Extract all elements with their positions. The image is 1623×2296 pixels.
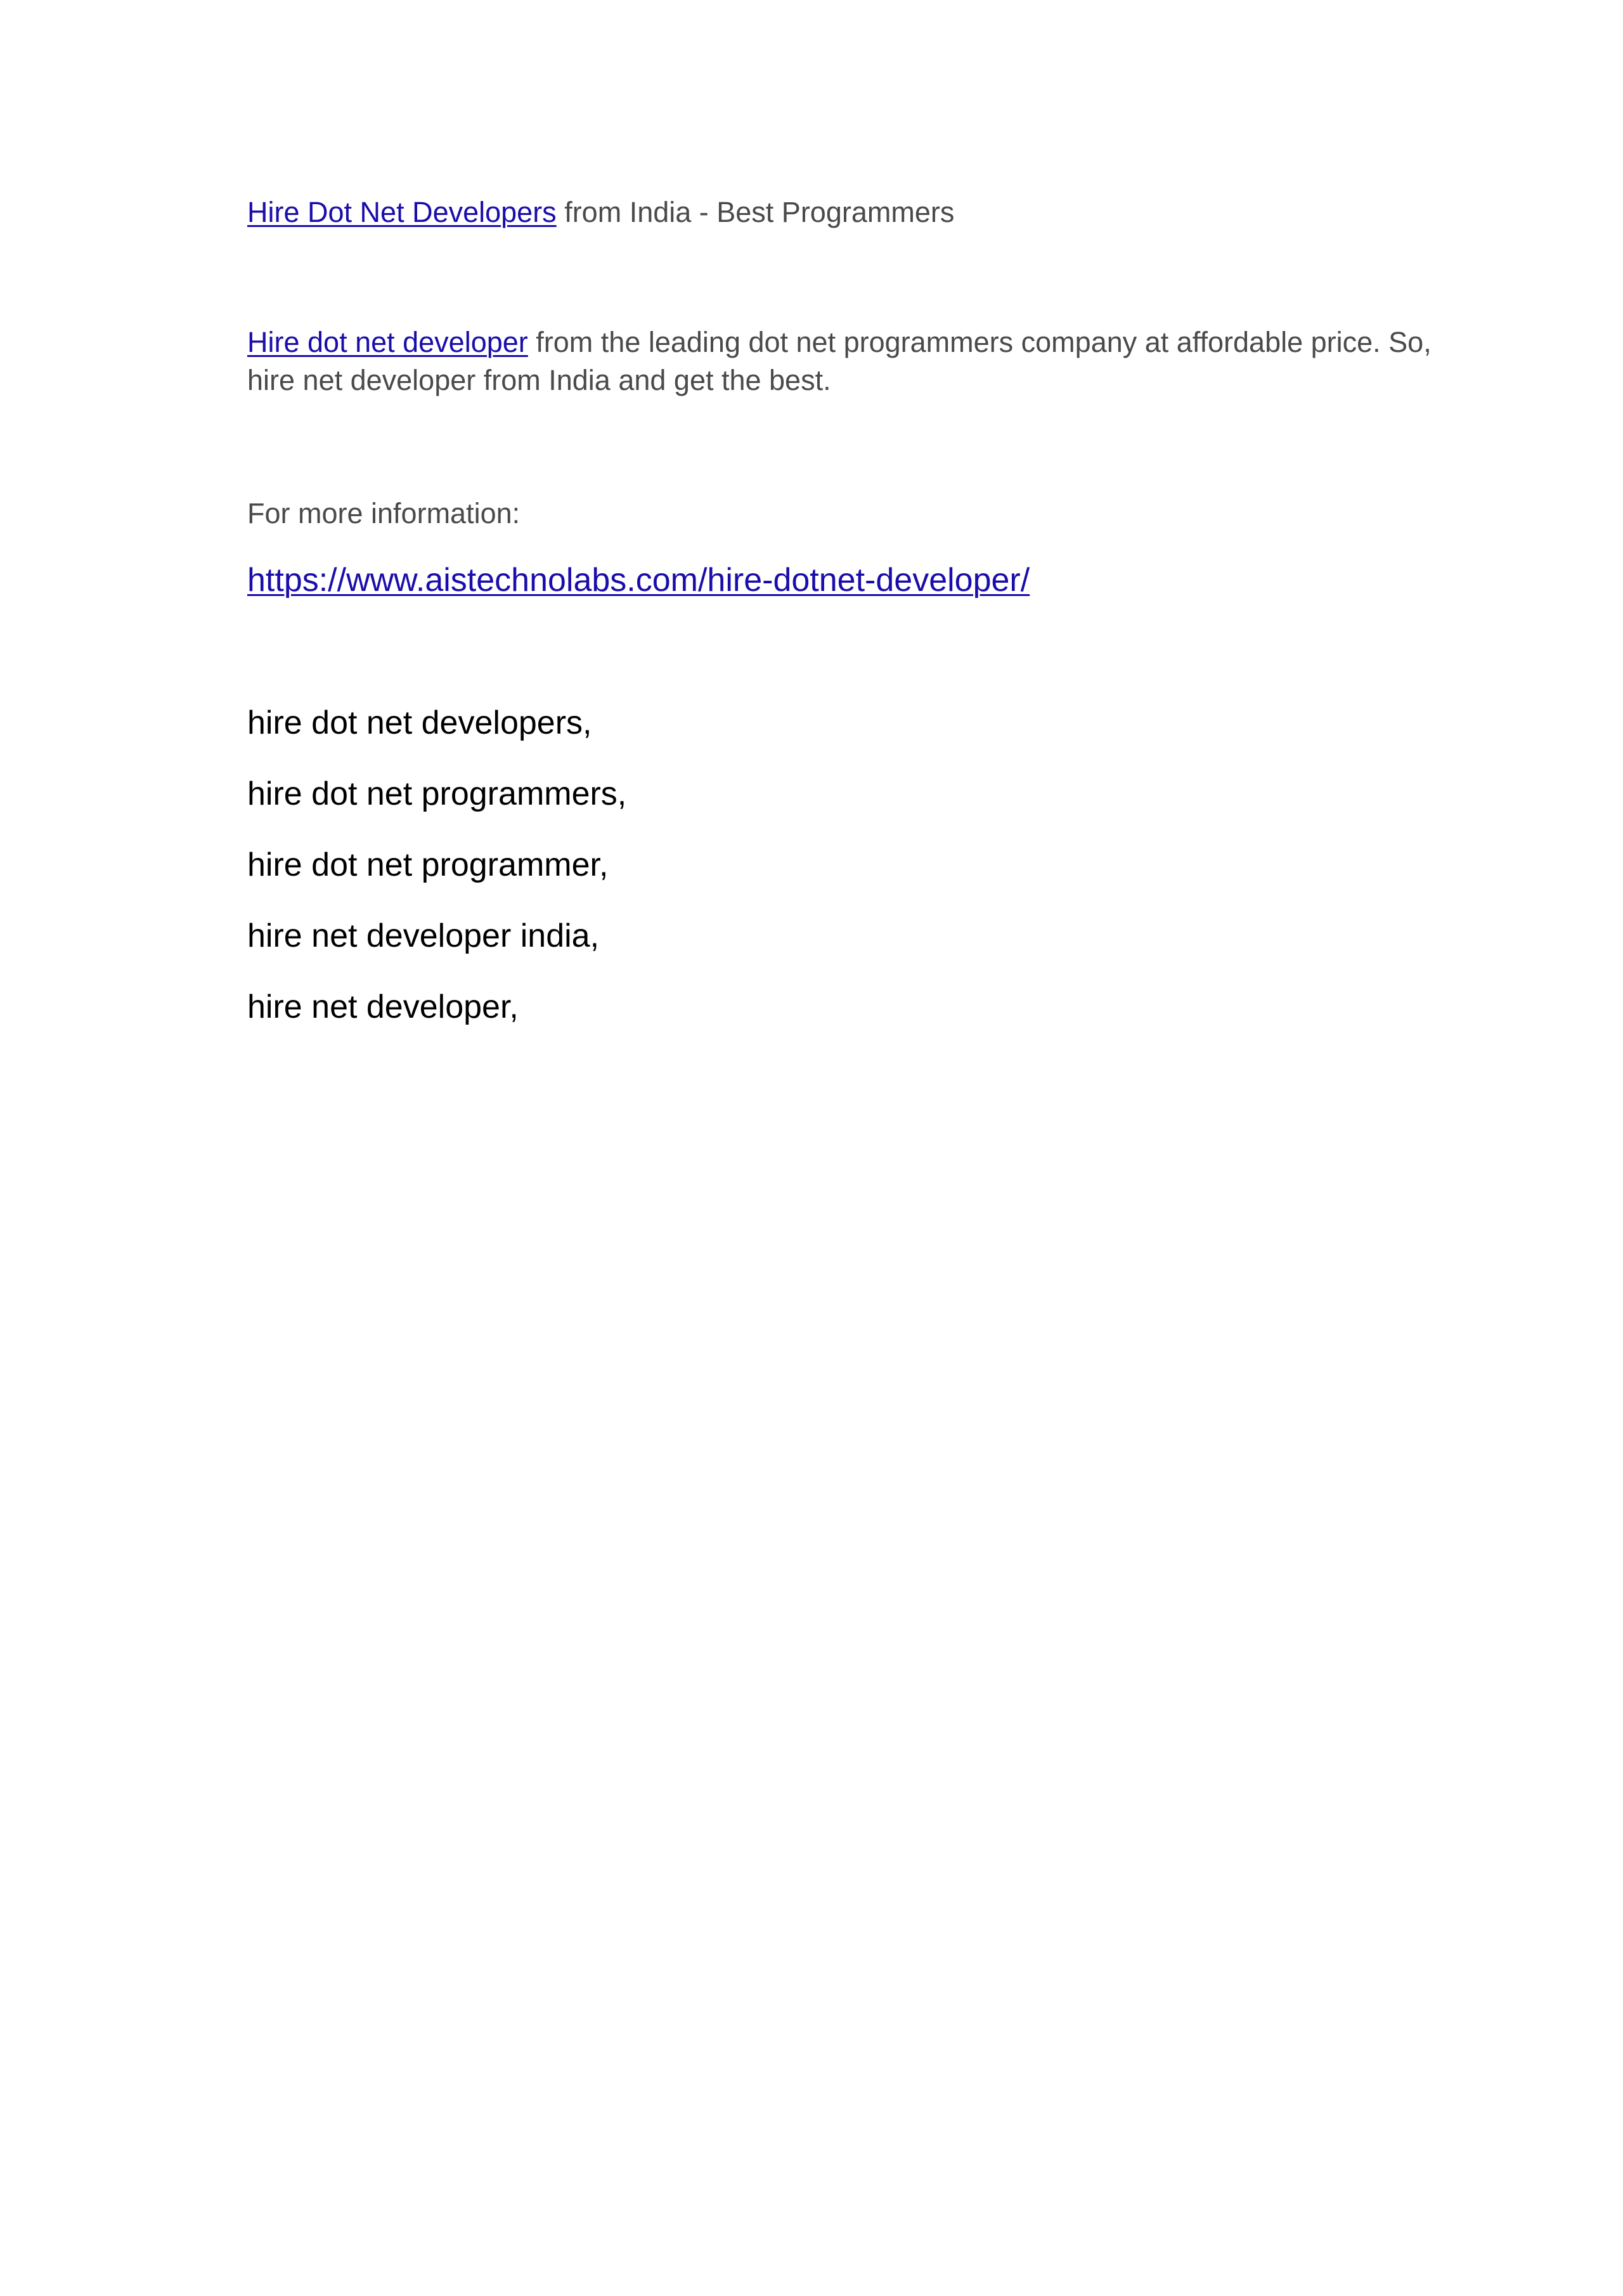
description-paragraph xyxy=(247,323,1433,399)
keyword-item: hire dot net programmers, xyxy=(247,775,627,812)
description-link[interactable]: Hire dot net developer xyxy=(247,326,528,358)
keyword-item: hire net developer india, xyxy=(247,918,600,954)
document-heading xyxy=(247,193,954,231)
more-info-url-line xyxy=(247,558,1030,602)
heading-link[interactable]: Hire Dot Net Developers xyxy=(247,196,557,228)
more-info-url-link[interactable]: https://www.aistechnolabs.com/hire-dotnet-developer/ xyxy=(247,562,1030,599)
more-info-label: For more information: xyxy=(247,497,521,529)
keyword-list xyxy=(247,701,626,1056)
heading-text: from India - Best Programmers xyxy=(556,196,955,228)
description-text: from the leading dot net programmers company at affordable price. So, hire net developer from India and get the best. xyxy=(247,326,1432,396)
keyword-item: hire net developer, xyxy=(247,989,519,1025)
keyword-item: hire dot net programmer, xyxy=(247,846,609,883)
keyword-item: hire dot net developers, xyxy=(247,704,592,741)
